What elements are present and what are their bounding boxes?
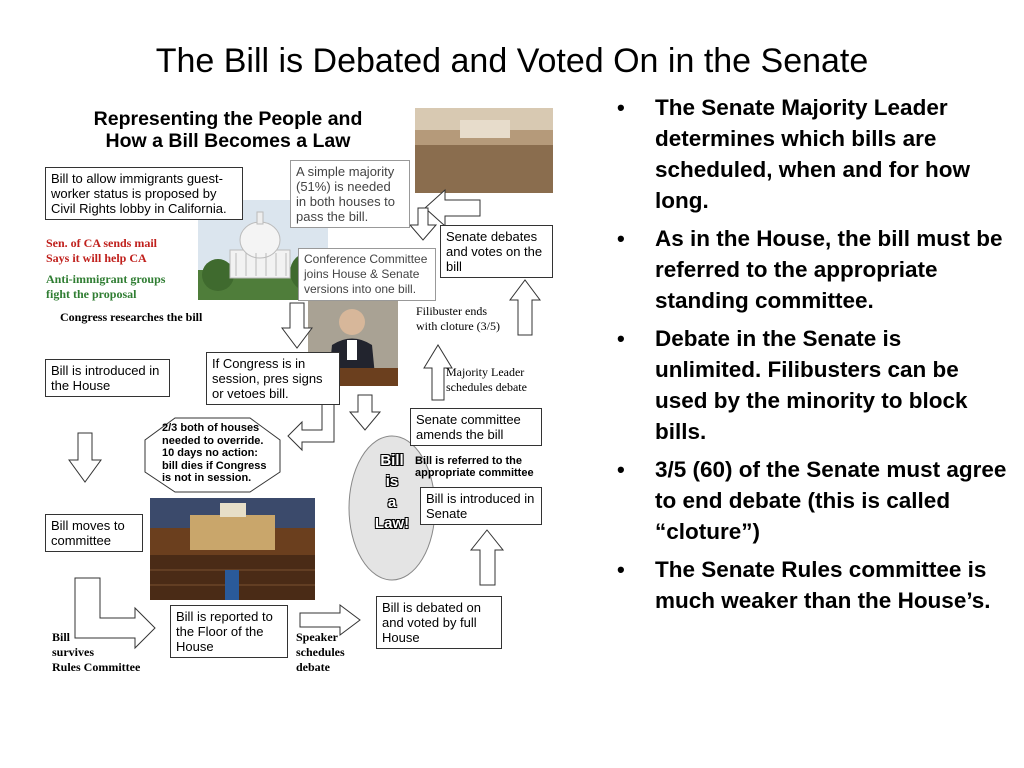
step-introduced-senate: Bill is introduced in Senate <box>420 487 542 525</box>
bullet-dot-icon: • <box>617 326 625 351</box>
bullet-text: The Senate Rules committee is much weaker than the House’s. <box>655 557 991 613</box>
note-groups <box>46 272 165 302</box>
step-senate-debates: Senate debates and votes on the bill <box>440 225 553 278</box>
note-speaker-line-3: debate <box>296 660 330 674</box>
step-introduced-house: Bill is introduced in the House <box>45 359 170 397</box>
arrow-down-2 <box>282 303 312 348</box>
note-conference: Conference Committee joins House & Senate versions into one bill. <box>298 248 436 301</box>
note-rules-line-3: Rules Committee <box>52 660 141 674</box>
law-word-3: a <box>387 494 397 511</box>
note-speaker <box>296 630 345 675</box>
law-word-1: Bill <box>380 452 404 469</box>
note-senator-line-2: Says it will help CA <box>46 251 147 265</box>
note-filibuster-line-1: Filibuster ends <box>416 304 487 318</box>
note-senator-line-1: Sen. of CA sends mail <box>46 236 158 250</box>
bill-process-diagram <box>40 100 560 685</box>
step-debated-house: Bill is debated on and voted by full House <box>376 596 502 649</box>
step-proposed: Bill to allow immigrants guest-worker status is proposed by Civil Rights lobby in California. <box>45 167 243 220</box>
bullet-item <box>612 92 1008 216</box>
step-senate-committee: Senate committee amends the bill <box>410 408 542 446</box>
law-label <box>352 450 432 534</box>
slide-title: The Bill is Debated and Voted On in the Senate <box>155 42 869 80</box>
arrow-down-1 <box>69 433 101 482</box>
note-referred-line-2: appropriate committee <box>415 467 534 479</box>
senate-chamber-photo <box>415 108 553 193</box>
bullet-item <box>612 554 1008 616</box>
law-word-2: is <box>385 473 399 490</box>
bullet-text: 3/5 (60) of the Senate must agree to end debate (this is called “cloture”) <box>655 457 1007 544</box>
note-majority-needed: A simple majority (51%) is needed in both houses to pass the bill. <box>290 160 410 228</box>
note-rules-line-1: Bill <box>52 630 71 644</box>
step-president: If Congress is in session, pres signs or vetoes bill. <box>206 352 340 405</box>
law-word-4: Law! <box>374 515 410 532</box>
diagram-heading <box>58 108 398 152</box>
note-override: 2/3 both of houses needed to override. 10 days no action: bill dies if Congress is not in session. <box>162 422 267 484</box>
arrow-up-1 <box>471 530 503 585</box>
note-research: Congress researches the bill <box>60 310 203 324</box>
bullet-item <box>612 223 1008 316</box>
bullet-dot-icon: • <box>617 226 625 251</box>
note-groups-line-1: Anti-immigrant groups <box>46 272 166 286</box>
heading-line-1: Representing the People and <box>93 108 363 130</box>
bullet-dot-icon: • <box>617 557 625 582</box>
note-majority-line-1: Majority Leader <box>446 365 525 379</box>
bullet-dot-icon: • <box>617 457 625 482</box>
heading-line-2: How a Bill Becomes a Law <box>105 130 351 152</box>
bullet-list <box>612 92 1008 623</box>
step-moves-committee: Bill moves to committee <box>45 514 143 552</box>
note-rules <box>52 630 140 675</box>
note-referred <box>415 455 534 479</box>
bullet-item <box>612 323 1008 447</box>
bullet-text: As in the House, the bill must be referred to the appropriate standing committee. <box>655 226 1003 313</box>
note-speaker-line-2: schedules <box>296 645 345 659</box>
arrow-down-law <box>350 395 380 430</box>
arrow-left-1 <box>425 190 480 226</box>
note-majority-line-2: schedules debate <box>446 380 527 394</box>
bullet-item <box>612 454 1008 547</box>
note-senator <box>46 236 157 266</box>
note-filibuster <box>416 304 500 334</box>
arrow-up-3 <box>510 280 540 335</box>
note-majority <box>446 365 527 395</box>
note-speaker-line-1: Speaker <box>296 630 338 644</box>
note-filibuster-line-2: with cloture (3/5) <box>416 319 500 333</box>
step-reported: Bill is reported to the Floor of the House <box>170 605 288 658</box>
house-chamber-photo <box>150 498 315 600</box>
note-groups-line-2: fight the proposal <box>46 287 137 301</box>
bullet-dot-icon: • <box>617 95 625 120</box>
note-rules-line-2: survives <box>52 645 94 659</box>
bullet-text: Debate in the Senate is unlimited. Filibusters can be used by the minority to block bills. <box>655 326 968 444</box>
note-referred-line-1: Bill is referred to the <box>415 455 522 467</box>
arrow-left-override <box>288 400 334 450</box>
bullet-text: The Senate Majority Leader determines which bills are scheduled, when and for how long. <box>655 95 971 213</box>
